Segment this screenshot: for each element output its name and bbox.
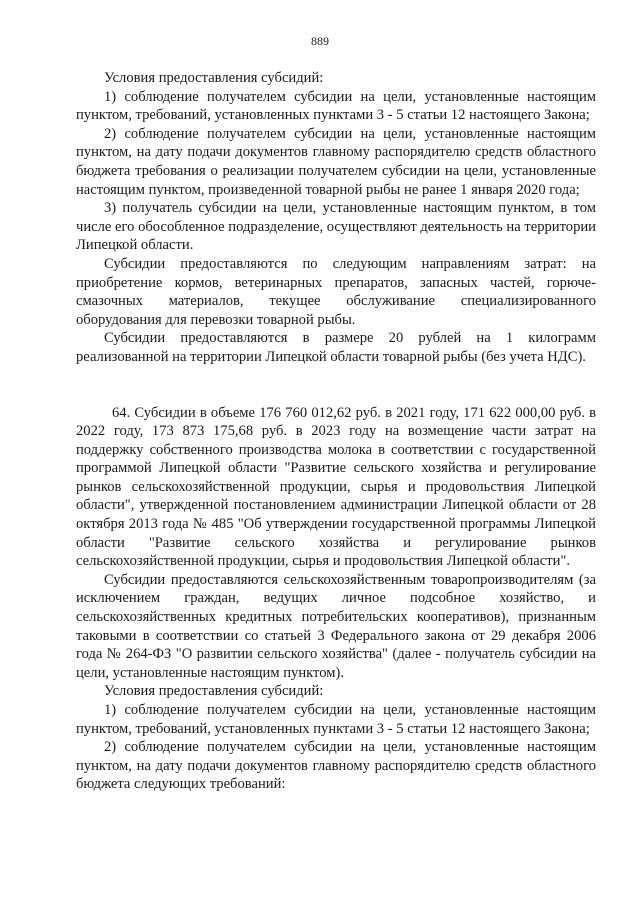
subsidy-rate-paragraph: Субсидии предоставляются в размере 20 рублей на 1 килограмм реализованной на территории Липецкой области товарной рыбы (без учета НДС). bbox=[76, 330, 596, 365]
document-body bbox=[76, 69, 596, 794]
condition-item-2: 2) соблюдение получателем субсидии на цели, установленные настоящим пунктом, на дату подачи документов главному распорядителю средств областного бюджета требования о реализации получателем субсидии на цели, установленные настоящим пунктом, произведенной товарной рыбы не ранее 1 января 2020 года; bbox=[76, 125, 596, 198]
condition-item-1-b: 1) соблюдение получателем субсидии на цели, установленные настоящим пунктом, требований, установленных пунктами 3 - 5 статьи 12 настоящего Закона; bbox=[76, 702, 596, 737]
condition-item-1: 1) соблюдение получателем субсидии на цели, установленные настоящим пунктом, требований, установленных пунктами 3 - 5 статьи 12 настоящего Закона; bbox=[76, 88, 596, 124]
conditions-heading-2: Условия предоставления субсидий: bbox=[104, 683, 324, 700]
condition-item-2-b: 2) соблюдение получателем субсидии на цели, установленные настоящим пунктом, на дату подачи документов главному распорядителю средств областного бюджета следующих требований: bbox=[76, 739, 596, 793]
page-number: 889 bbox=[311, 34, 329, 48]
cost-directions-paragraph: Субсидии предоставляются по следующим направлениям затрат: на приобретение кормов, ветеринарных препаратов, запасных частей, горюче-смазочных материалов, текущее обслуживание специализированного оборудования для перевозки товарной рыбы. bbox=[76, 255, 596, 328]
condition-item-3: 3) получатель субсидии на цели, установленные настоящим пунктом, в том числе его обособленное подразделение, осуществляют деятельность на территории Липецкой области. bbox=[76, 200, 596, 254]
clause-64-paragraph: 64. Субсидии в объеме 176 760 012,62 руб. в 2021 году, 171 622 000,00 руб. в 2022 году, 173 873 175,68 руб. в 2023 году на возмещение части затрат на поддержку собственного производства молока в соответствии с государственной программой Липецкой области "Развитие сельского хозяйства и регулирование рынков сельскохозяйственной продукции, сырья и продовольствия Липецкой области", утвержденной постановлением администрации Липецкой области от 28 октября 2013 года № 485 "Об утверждении государственной программы Липецкой области "Развитие сельского хозяйства и регулирование рынков сельскохозяйственной продукции, сырья и продовольствия Липецкой области". bbox=[76, 404, 596, 570]
recipients-paragraph: Субсидии предоставляются сельскохозяйственным товаропроизводителям (за исключением граждан, ведущих личное подсобное хозяйство, и сельскохозяйственных кредитных потребительских кооперативов), признанным таковыми в соответствии со статьей 3 Федерального закона от 29 декабря 2006 года № 264-ФЗ "О развитии сельского хозяйства" (далее - получатель субсидии на цели, установленные настоящим пунктом). bbox=[76, 571, 596, 681]
conditions-heading: Условия предоставления субсидий: bbox=[104, 70, 324, 86]
section-gap bbox=[76, 367, 596, 404]
